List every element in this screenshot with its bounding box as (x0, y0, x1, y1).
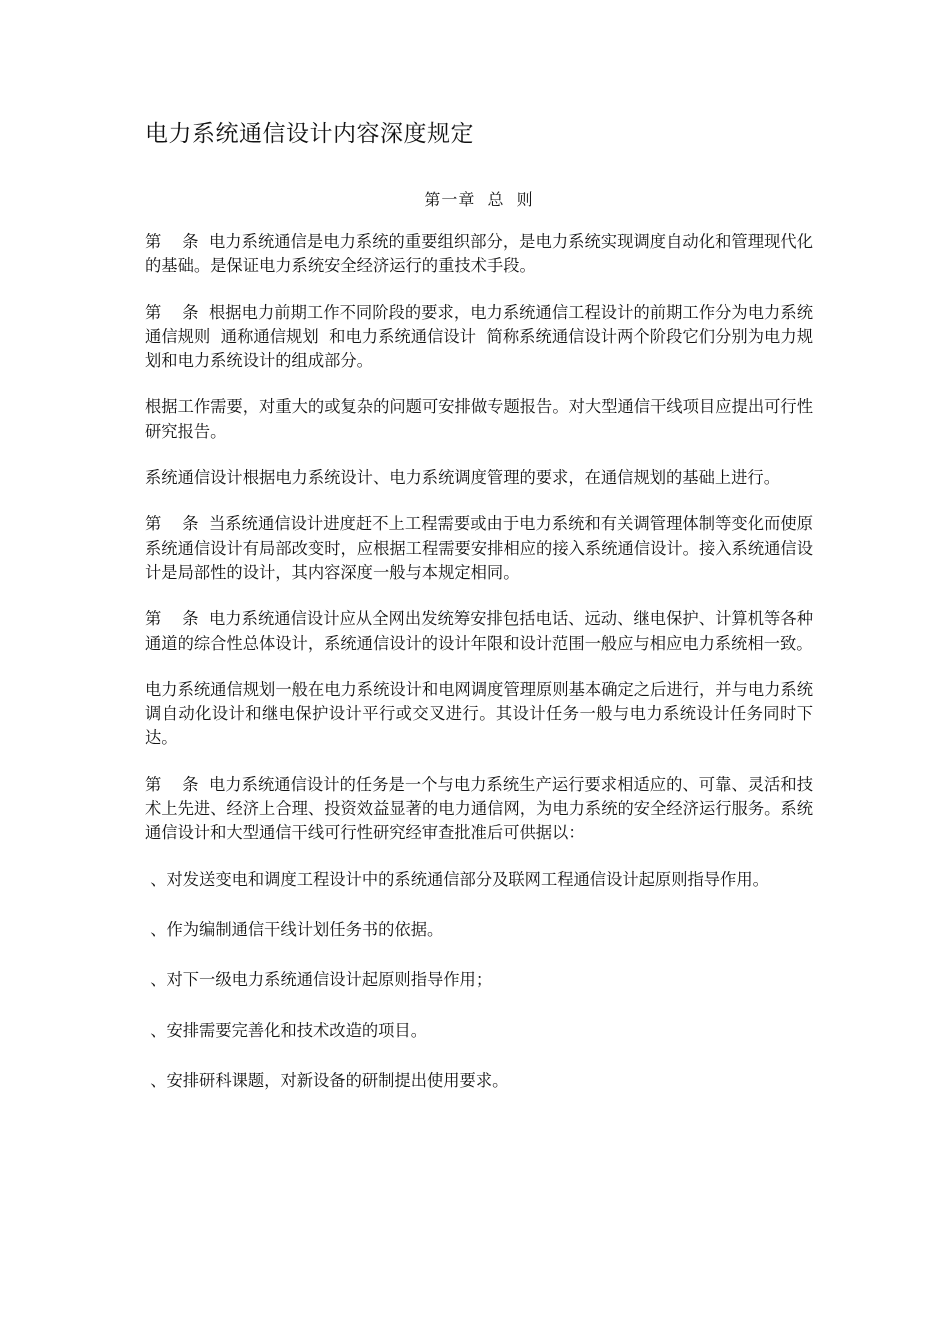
paragraph-special-report: 根据工作需要，对重大的或复杂的问题可安排做专题报告。对大型通信干线项目应提出可行性研究报告。 (145, 397, 813, 441)
paragraph-article-2: 第 条 根据电力前期工作不同阶段的要求，电力系统通信工程设计的前期工作分为电力系统通信规则 通称通信规划 和电力系统通信设计 简称系统通信设计两个阶段它们分别为电力规划和电力系统设计的组成部分。 (145, 302, 813, 371)
paragraph-article-4: 第 条 电力系统通信设计应从全网出发统筹安排包括电话、远动、继电保护、计算机等各种通道的综合性总体设计，系统通信设计的设计年限和设计范围一般应与相应电力系统相一致。 (145, 609, 813, 653)
chapter-heading: 第一章 总 则 (424, 190, 534, 209)
paragraph-system-design-basis: 系统通信设计根据电力系统设计、电力系统调度管理的要求，在通信规划的基础上进行。 (145, 468, 780, 488)
paragraph-article-5: 第 条 电力系统通信设计的任务是一个与电力系统生产运行要求相适应的、可靠、灵活和技术上先进、经济上合理、投资效益显著的电力通信网，为电力系统的安全经济运行服务。系统通信设计和大型通信干线可行性研究经审查批准后可供据以： (145, 774, 813, 843)
document-page (145, 118, 813, 1119)
list-item: 、安排研科课题，对新设备的研制提出使用要求。 (145, 1070, 509, 1090)
paragraph-article-3: 第 条 当系统通信设计进度赶不上工程需要或由于电力系统和有关调管理体制等变化而使原系统通信设计有局部改变时，应根据工程需要安排相应的接入系统通信设计。接入系统通信设计是局部性的设计，其内容深度一般与本规定相同。 (145, 514, 813, 582)
document-title: 电力系统通信设计内容深度规定 (145, 121, 474, 147)
paragraph-planning-timing: 电力系统通信规划一般在电力系统设计和电网调度管理原则基本确定之后进行，并与电力系统调自动化设计和继电保护设计平行或交叉进行。其设计任务一般与电力系统设计任务同时下达。 (145, 679, 813, 748)
list-item: 、对下一级电力系统通信设计起原则指导作用； (145, 970, 493, 990)
list-item: 、作为编制通信干线计划任务书的依据。 (145, 919, 444, 939)
list-item: 、对发送变电和调度工程设计中的系统通信部分及联网工程通信设计起原则指导作用。 (145, 869, 769, 889)
paragraph-article-1: 第 条 电力系统通信是电力系统的重要组织部分，是电力系统实现调度自动化和管理现代化的基础。是保证电力系统安全经济运行的重技术手段。 (145, 232, 813, 276)
list-item: 、安排需要完善化和技术改造的项目。 (145, 1020, 427, 1040)
